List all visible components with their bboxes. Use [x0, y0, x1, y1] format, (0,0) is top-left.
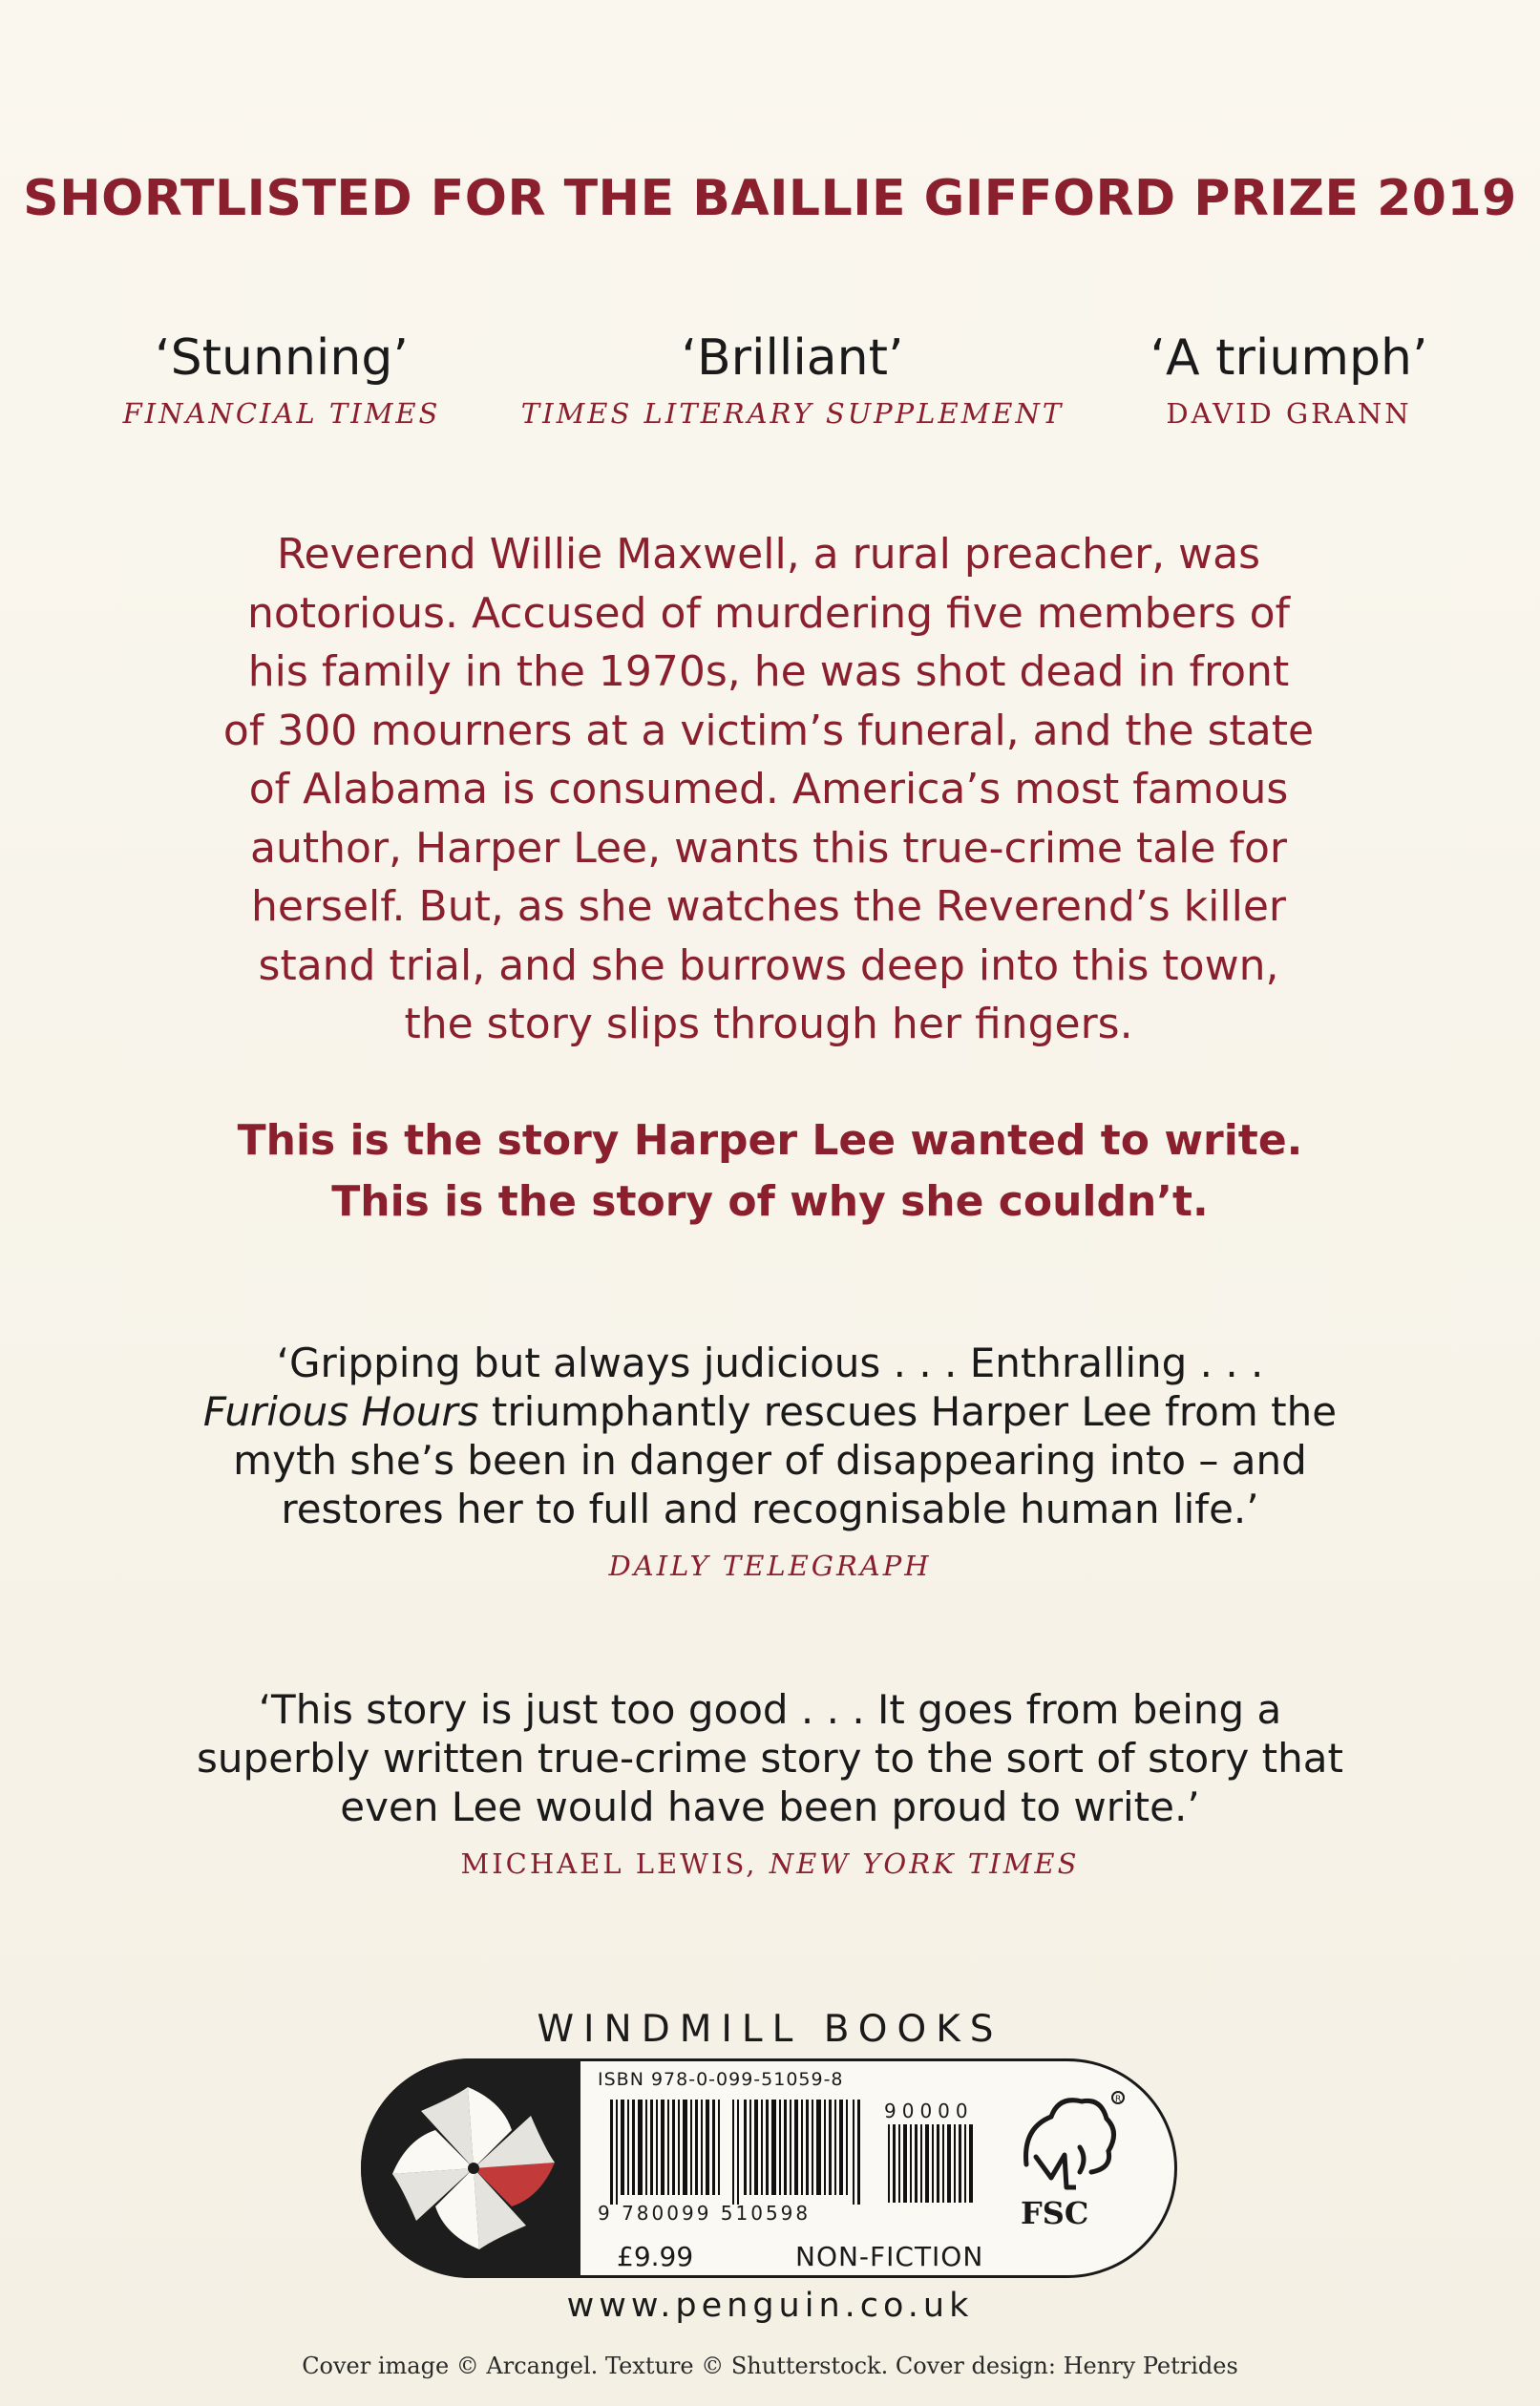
quote-source: TIMES LITERARY SUPPLEMENT [520, 397, 1065, 430]
short-quotes [0, 327, 1540, 451]
barcode-bars [602, 2100, 875, 2205]
tagline-line: This is the story of why she couldn’t. [331, 1177, 1209, 1226]
cover-credits: Cover image © Arcangel. Texture © Shutterstock. Cover design: Henry Petrides [302, 2353, 1238, 2379]
book-title: Furious Hours [202, 1388, 479, 1435]
quote-text: ‘Brilliant’ [681, 329, 904, 387]
review-daily-telegraph [143, 1339, 1397, 1583]
review-line: superbly written true-crime story to the sort of story that [197, 1735, 1343, 1782]
fsc-label: FSC [1021, 2195, 1089, 2231]
short-quote-2 [496, 327, 1088, 430]
prize-heading: SHORTLISTED FOR THE BAILLIE GIFFORD PRIZE 2019 [23, 170, 1517, 227]
review-line: myth she’s been in danger of disappearing into – and [233, 1437, 1307, 1484]
attribution-name: MICHAEL LEWIS, [460, 1847, 770, 1880]
tagline-line: This is the story Harper Lee wanted to write. [237, 1116, 1303, 1165]
svg-text:R: R [1115, 2095, 1122, 2104]
attribution-source: NEW YORK TIMES [769, 1847, 1080, 1880]
synopsis-line: stand trial, and she burrows deep into this town, [258, 940, 1279, 990]
review-attribution [143, 1847, 1397, 1881]
website-url: www.penguin.co.uk [566, 2287, 974, 2325]
review-attribution [143, 1549, 1397, 1583]
review-line: ‘Gripping but always judicious . . . Enthralling . . . [276, 1340, 1264, 1386]
barcode-digits: 9 780099 510598 [598, 2202, 812, 2225]
barcode-panel [361, 2058, 1177, 2278]
synopsis-line: of Alabama is consumed. America’s most famous [248, 765, 1289, 813]
windmill-logo-icon [361, 2058, 580, 2278]
synopsis-line: notorious. Accused of murdering five members of [246, 588, 1291, 638]
short-quote-1 [100, 327, 463, 430]
review-michael-lewis [143, 1685, 1397, 1881]
barcode [598, 2069, 994, 2272]
synopsis-line: the story slips through her fingers. [404, 1000, 1133, 1048]
price: £9.99 [617, 2241, 694, 2272]
barcode-addon: 90000 [884, 2100, 974, 2122]
quote-text: ‘A triumph’ [1150, 329, 1428, 387]
review-line: even Lee would have been proud to write.’ [340, 1783, 1200, 1830]
review-line-rest: triumphantly rescues Harper Lee from the [478, 1388, 1338, 1435]
addon-bars [886, 2124, 981, 2203]
review-line [143, 1387, 1397, 1436]
publisher-name: WINDMILL BOOKS [537, 2008, 1003, 2051]
genre-label: NON-FICTION [795, 2241, 984, 2272]
synopsis-line: his family in the 1970s, he was shot dead in front [247, 647, 1290, 696]
short-quote-3 [1108, 327, 1470, 430]
synopsis-line: Reverend Willie Maxwell, a rural preacher, was [276, 530, 1261, 579]
isbn-number: ISBN 978-0-099-51059-8 [598, 2069, 844, 2090]
review-line: ‘This story is just too good . . . It goes from being a [258, 1686, 1282, 1733]
fsc-tree-icon [1013, 2090, 1128, 2195]
quote-text: ‘Stunning’ [155, 329, 409, 387]
synopsis-line: of 300 mourners at a victim’s funeral, and the state [222, 706, 1315, 755]
synopsis [172, 525, 1365, 1054]
tagline [143, 1110, 1397, 1233]
synopsis-line: herself. But, as she watches the Reverend’s killer [250, 882, 1286, 931]
quote-source: DAVID GRANN [1166, 397, 1412, 430]
synopsis-line: author, Harper Lee, wants this true-crime tale for [250, 823, 1287, 873]
fsc-logo [1013, 2090, 1128, 2243]
quote-source: FINANCIAL TIMES [122, 397, 441, 430]
attribution-source: DAILY TELEGRAPH [608, 1550, 932, 1582]
review-line: restores her to full and recognisable human life.’ [281, 1486, 1259, 1532]
